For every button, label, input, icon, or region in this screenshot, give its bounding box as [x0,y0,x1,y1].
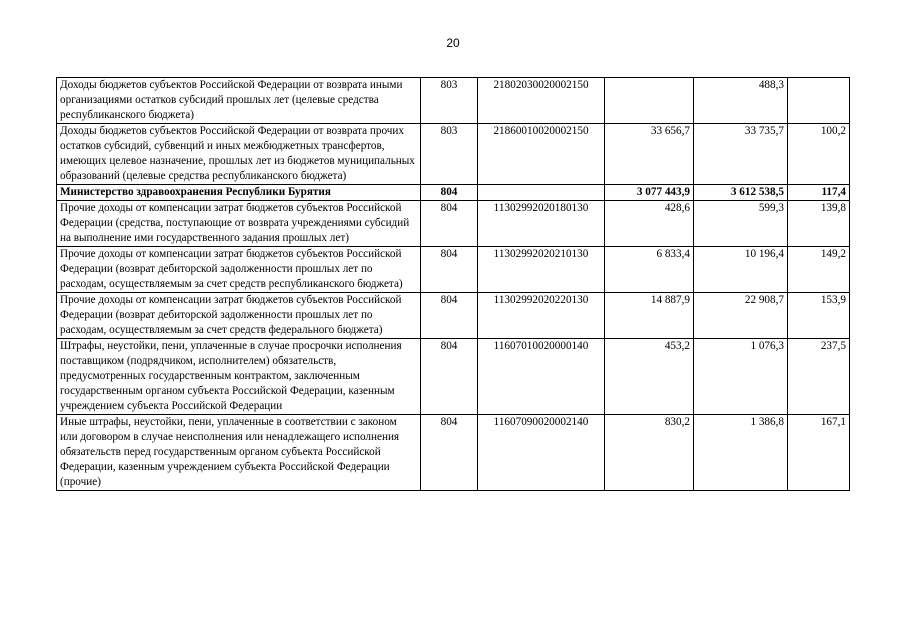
actual-amount-cell: 1 386,8 [694,415,788,491]
budget-code-cell: 21802030020002150 [478,78,605,124]
revenue-name-cell: Прочие доходы от компенсации затрат бюджетов субъектов Российской Федерации (возврат дебиторской задолженности прошлых лет по расходам, осуществляемым за счет средств республиканского бюджета) [57,247,421,293]
plan-amount-cell: 830,2 [605,415,694,491]
actual-amount-cell: 488,3 [694,78,788,124]
plan-amount-cell: 428,6 [605,201,694,247]
budget-code-cell: 11302992020220130 [478,293,605,339]
execution-percent-cell: 149,2 [788,247,850,293]
plan-amount-cell: 6 833,4 [605,247,694,293]
budget-code-cell: 11302992020210130 [478,247,605,293]
revenue-name-cell: Министерство здравоохранения Республики Бурятия [57,185,421,201]
execution-percent-cell: 139,8 [788,201,850,247]
execution-percent-cell: 153,9 [788,293,850,339]
table-row [57,78,850,124]
revenue-name-cell: Иные штрафы, неустойки, пени, уплаченные в соответствии с законом или договором в случае неисполнения или ненадлежащего исполнения обязательств перед государственным органом субъекта Российской Федерации, казенным учреждением субъекта Российской Федерации (прочие) [57,415,421,491]
admin-code-cell: 804 [421,415,478,491]
table-body [57,78,850,491]
budget-code-cell: 11607090020002140 [478,415,605,491]
admin-code-cell: 804 [421,201,478,247]
table-row [57,339,850,415]
admin-code-cell: 804 [421,185,478,201]
admin-code-cell: 804 [421,247,478,293]
budget-code-cell [478,185,605,201]
table-row [57,415,850,491]
budget-code-cell: 11302992020180130 [478,201,605,247]
plan-amount-cell: 14 887,9 [605,293,694,339]
execution-percent-cell: 167,1 [788,415,850,491]
admin-code-cell: 804 [421,293,478,339]
revenue-name-cell: Прочие доходы от компенсации затрат бюджетов субъектов Российской Федерации (средства, поступающие от возврата учреждениями субсидий на выполнение ими государственного задания прошлых лет) [57,201,421,247]
actual-amount-cell: 22 908,7 [694,293,788,339]
actual-amount-cell: 599,3 [694,201,788,247]
page-number: 20 [446,36,460,50]
actual-amount-cell: 10 196,4 [694,247,788,293]
execution-percent-cell: 117,4 [788,185,850,201]
revenue-name-cell: Штрафы, неустойки, пени, уплаченные в случае просрочки исполнения поставщиком (подрядчиком, исполнителем) обязательств, предусмотренных государственным контрактом, заключенным государственным органом субъекта Российской Федерации, казенным учреждением субъекта Российской Федерации [57,339,421,415]
actual-amount-cell: 33 735,7 [694,124,788,185]
revenue-name-cell: Доходы бюджетов субъектов Российской Федерации от возврата иными организациями остатков субсидий прошлых лет (целевые средства республиканского бюджета) [57,78,421,124]
revenue-name-cell: Доходы бюджетов субъектов Российской Федерации от возврата прочих остатков субсидий, субвенций и иных межбюджетных трансфертов, имеющих целевое назначение, прошлых лет из бюджетов муниципальных образований (целевые средства республиканского бюджета) [57,124,421,185]
revenue-name-cell: Прочие доходы от компенсации затрат бюджетов субъектов Российской Федерации (возврат дебиторской задолженности прошлых лет по расходам, осуществляемым за счет средств федерального бюджета) [57,293,421,339]
plan-amount-cell: 3 077 443,9 [605,185,694,201]
plan-amount-cell: 453,2 [605,339,694,415]
admin-code-cell: 803 [421,78,478,124]
table-row [57,201,850,247]
execution-percent-cell: 100,2 [788,124,850,185]
plan-amount-cell [605,78,694,124]
admin-code-cell: 804 [421,339,478,415]
table-row [57,247,850,293]
table-row [57,185,850,201]
budget-revenue-table [56,77,850,491]
table-row [57,124,850,185]
execution-percent-cell [788,78,850,124]
actual-amount-cell: 3 612 538,5 [694,185,788,201]
execution-percent-cell: 237,5 [788,339,850,415]
plan-amount-cell: 33 656,7 [605,124,694,185]
budget-code-cell: 21860010020002150 [478,124,605,185]
actual-amount-cell: 1 076,3 [694,339,788,415]
budget-code-cell: 11607010020000140 [478,339,605,415]
admin-code-cell: 803 [421,124,478,185]
table-row [57,293,850,339]
